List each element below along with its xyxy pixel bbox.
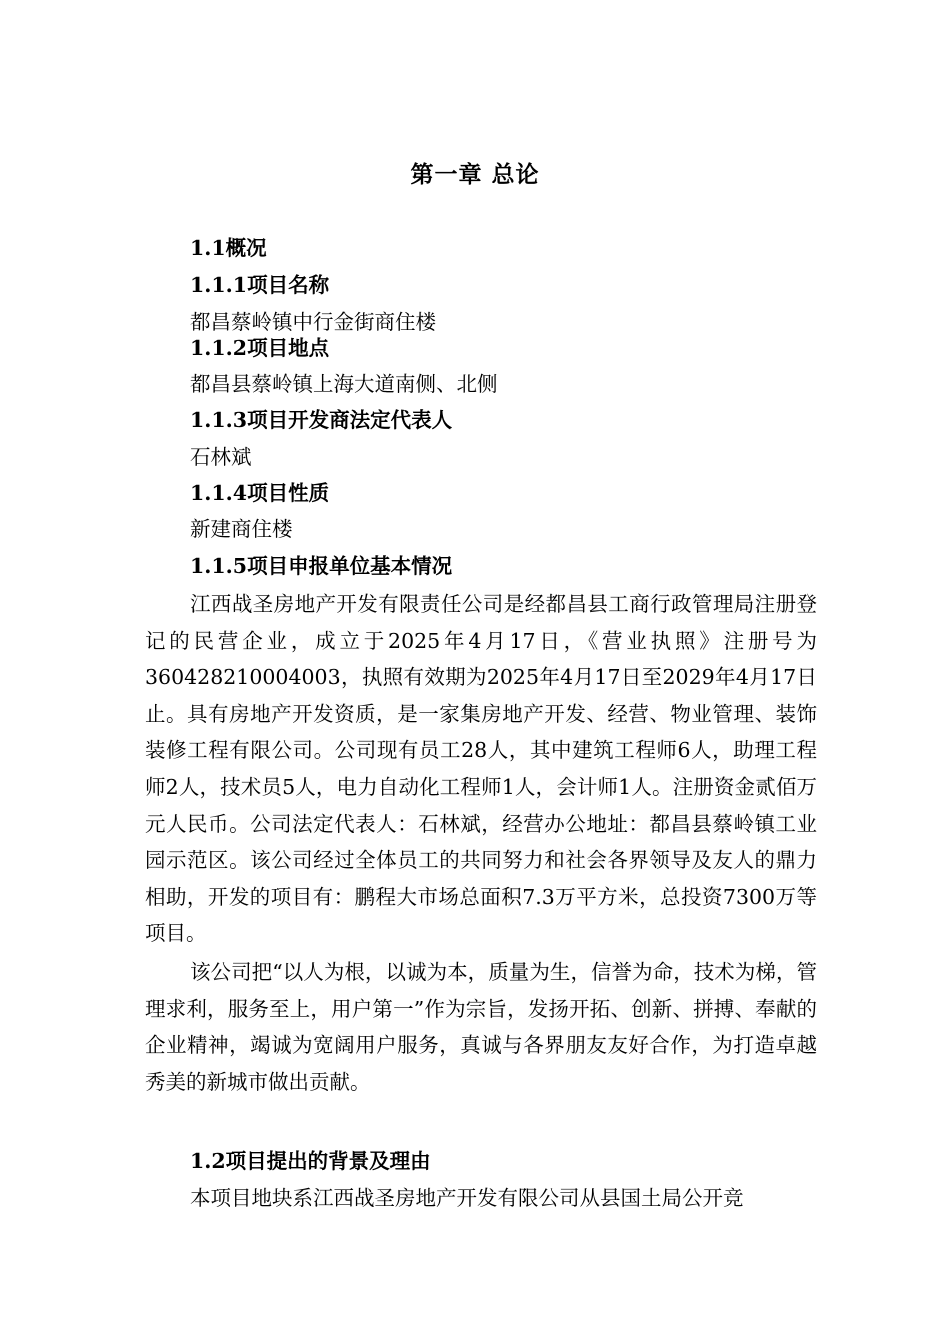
- section-heading-1-2: 1.2项目提出的背景及理由: [190, 1149, 431, 1173]
- section-heading-1-1-1: 1.1.1项目名称: [190, 273, 330, 297]
- section-heading-1-1-5: 1.1.5项目申报单位基本情况: [190, 554, 453, 578]
- chapter-title: 第一章 总论: [410, 161, 540, 188]
- section-heading-1-1-3: 1.1.3项目开发商法定代表人: [190, 408, 453, 432]
- section-heading-1-1: 1.1概况: [190, 236, 267, 260]
- background-paragraph: 本项目地块系江西战圣房地产开发有限公司从县国土局公开竞: [190, 1186, 744, 1210]
- company-info-paragraph: 江西战圣房地产开发有限责任公司是经都昌县工商行政管理局注册登记的民营企业，成立于2025年4月17日，《营业执照》注册号为360428210004003，执照有效期为2025年4月17日至2029年4月17日止。具有房地产开发资质，是一家集房地产开发、经营、物业管理、装饰装修工程有限公司。公司现有员工28人，其中建筑工程师6人，助理工程师2人，技术员5人，电力自动化工程师1人，会计师1人。注册资金贰佰万元人民币。公司法定代表人：石林斌，经营办公地址：都昌县蔡岭镇工业园示范区。该公司经过全体员工的共同努力和社会各界领导及友人的鼎力相助，开发的项目有：鹏程大市场总面积7.3万平方米，总投资7300万等项目。: [145, 592, 817, 946]
- project-nature-text: 新建商住楼: [190, 517, 293, 541]
- section-heading-1-1-2: 1.1.2项目地点: [190, 336, 330, 360]
- legal-representative-text: 石林斌: [190, 445, 252, 469]
- project-name-text: 都昌蔡岭镇中行金街商住楼: [190, 310, 436, 334]
- project-location-text: 都昌县蔡岭镇上海大道南侧、北侧: [190, 372, 498, 396]
- company-mission-paragraph: 该公司把“以人为根，以诚为本，质量为生，信誉为命，技术为梯，管理求利，服务至上，用户第一”作为宗旨，发扬开拓、创新、拼搏、奉献的企业精神，竭诚为宽阔用户服务，真诚与各界朋友友好合作，为打造卓越秀美的新城市做出贡献。: [145, 960, 817, 1094]
- section-heading-1-1-4: 1.1.4项目性质: [190, 481, 330, 505]
